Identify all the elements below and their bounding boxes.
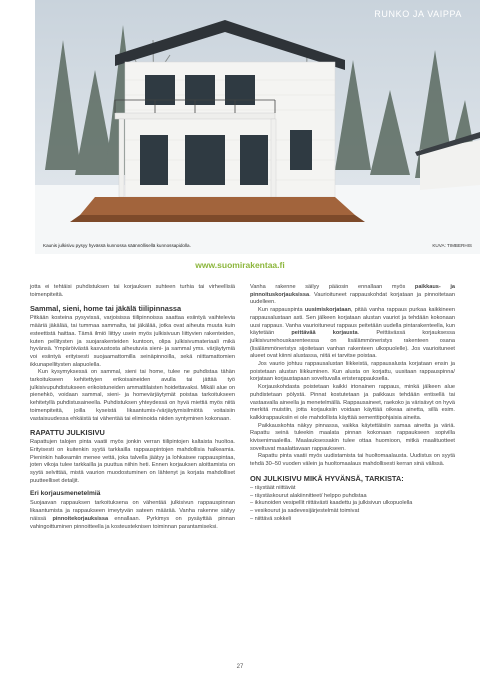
intro-paragraph: jotta ei tehtäisi puhdistuksen tai korjauksen suhteen turhia tai virheellisiä toimenpiteitä. (30, 284, 235, 298)
paragraph-sammal-1: Pitkään kosteina pysyvissä, varjoisissa tiilipinnoissa saattaa esiintyä vaihtelevia määriä jäkälää, tai tummaa sammalta, tai jäkälää, jotka ovat aiheuta muuta kuin esteettistä haittaa. Tämä ilmiö liittyy usein myös julkisivuun liittyvien rakenteiden, kuten pellitysten ja suojarakenteiden kuntoon, olipa julkisivumateriaali mikä hyvänsä. Ympäröivästä kasvustosta aiheutuvia sieni- ja sammal yms. värjäytymiä voi esiintyä erityisesti suojaamattomilla seinäpinnoilla, sekä niittamattomien ikkunapellitysten alapuolella. (30, 315, 235, 368)
paragraph-paikkaus (250, 284, 455, 307)
paragraph-korjauskohta: Korjauskohdasta poistetaan kaikki irtonainen rappaus, minkä jälkeen alue puhdistetaan pölystä. Pinnat kostutetaan ja paikkaus tehdään entisellä tai vastaavalla aineella ja menetelmällä. Rappausaineet, raekoko ja värisävyt on hyvä merkitä muistiin, jotta korjauksiin voidaan käyttää oikeaa ainetta, sillä esim. kalkkirappauksiin ei ole mahdollista käyttää sementtipohjaisia aineita. (250, 384, 455, 421)
heading-korjausmenetelmia: Eri korjausmenetelmiä (30, 490, 101, 498)
paragraph-uusimis (250, 307, 455, 361)
text-run: . Vaurioituneet rappauskohdat korjataan ja pinnoitetaan uudelleen. (250, 291, 455, 306)
bold-term: peittävää korjausta (291, 330, 358, 337)
checklist-item: – ikkunoiden vesipellit riittävästi kaadettu ja julkisivun ulkopuolella (250, 500, 455, 508)
photo-caption: Kaunis julkisivu pysyy hyvässä kunnossa säännöllisellä kunnossapidolla. (43, 243, 191, 248)
section-tag: RUNKO JA VAIPPA (374, 9, 462, 19)
checklist-item: – räystäät niittävät (250, 485, 455, 493)
bold-term: uusimiskorjataan (304, 307, 351, 314)
checklist-item: – niittävä sokkeli (250, 516, 455, 524)
right-column (250, 284, 455, 524)
paragraph-paikkauskohta: Paikkauskohta näkyy pinnassa, vaikka käytettäisiin samaa ainetta ja väriä. Rapattu seinä tuleekin maalata pinnan kokonaan rappaukseen sopivilla kivisenimaaleilla. Maalauksessakin tulee ottaa huomioon, mitkä maalituotteet soveltuvat maalattavaan rappaukseen. (250, 422, 455, 452)
heading-sammal: Sammal, sieni, home tai jäkälä tiilipinnassa (30, 304, 182, 314)
text-run: Vanha rakenne säilyy pääosin ennallaan myös (250, 284, 415, 290)
house-illustration (35, 0, 480, 254)
checklist-item: – vesikourut ja sadevesijärjestelmät toimivat (250, 508, 455, 516)
paragraph-uudistus: Rapattu pinta vaatii myös uudistamista tai huoltomaalausta. Uudistus on syytä tehdä 30–50 vuoden välein ja huoltomaalaus mahdollisesti kerran sinä välissä. (250, 453, 455, 468)
text-run: , pitää vanha rappaus purkaa kaikkineen rappausalustaan asti. Sen jälkeen korjataan alustan vauriot ja tehdään kokonaan uusi rappaus. Vanha vaurioituneut rappaus peitetään uudella pintarakenteella, kun käytetään (250, 307, 455, 337)
page-number: 27 (236, 664, 244, 670)
paragraph-rapattu: Rapattujen talojen pinta vaatii myös jonkin verran tiilipintojen kaltaista huoltoa. Erityisesti on kuitenkin syytä tarkkailla rappauspintojen mahdollisia halkeamia. Pieninkin halkeamiin menee vettä, joka talvella jäätyy ja lohkaisee rappauspintaa, joten vikoja tulee tarkkailla ja puuttua niihin heti. Ennen korjauksen aloittamista on syytä selvittää, mistä vaurion muodostuminen on lähtenyt ja korjata mahdolliset puutteelliset detaljit. (30, 439, 235, 484)
text-run: . Peittävässä korjauksessa julkisivurrehouskarenteessa on lisälämmöneristys rakenteen osana (lisälämmöneristys sijoitetaan vanhan rakenteen ulkopuolelle). Jos vaurioituneet alueet ovat kiinni alustassa, niitä ei tarvitse poistaa. (250, 330, 455, 360)
paragraph-alusta: Jos vaurio johtuu rappausalustan liikkeistä, rappausalusta korjataan ensin ja poistetaan alustan liikkuminen. Kun alusta on korjattu, uusitaan rappauspinna/ korjataan korjaustapaan soveltuvalla eristerappauksella. (250, 361, 455, 383)
bold-term: paikkaus- ja pinnoituskorjauksissa (250, 284, 455, 298)
left-column (30, 284, 235, 531)
paragraph-korjausmenetelmia (30, 500, 235, 531)
checklist-item: – räystäskourut alakiinnitteet/ helppo puhdistaa (250, 493, 455, 501)
text-run: Kun rappauspinta (258, 307, 305, 314)
heading-rapattu: RAPATTU JULKISIVU (30, 428, 105, 438)
heading-tarkista: ON JULKISIVU MIKÄ HYVÄNSÄ, TARKISTA: (250, 473, 404, 483)
checklist (250, 485, 455, 524)
photo-credit: KUVA: TIMBERHIS (432, 243, 472, 248)
text-run: Suojaavan rappauksen tarkoituksena on vähentää julkisivun rappauspinnan likaantumista ja rappaukseen imeytyvän sateen määrää. Vanha rakenne säilyy näissä (30, 500, 235, 522)
house-photo (35, 0, 480, 254)
text-run: ennallaan. Pyrkimys on pysäyttää pinnan vahingoittuminen pinnoitteella ja kosteusteknisen toiminnan parantamiseksi. (30, 515, 235, 530)
bold-term: pinnoitekorjauksissa (52, 515, 109, 522)
paragraph-sammal-2: Kun kysymyksessä on sammal, sieni tai home, tulee ne puhdistaa tähän tarkoitukseen kehitettyjen erikoisaineiden avulla tai jättää työ julkisivupuhdistukseen erikoistuneiden ammattilaisten hoidettavaksi. Mikäli alue on pienehkö, voidaan sammal, sieni- ja homevärjäytymät poistaa tarkoitukseen kehitetyllä puhdistusaineella. Puhdistuksen yhteydessä on hyvä miettiä myös niitä toimenpiteitä, joilla kyseistä likaantumis-/värjäytymisilmiötä voitaisiin vastaisuudessa ehkäistä tai vähentää tai eliminoida niiden syntyminen kokonaan. (30, 369, 235, 422)
website-url[interactable]: www.suomirakentaa.fi (195, 260, 285, 270)
